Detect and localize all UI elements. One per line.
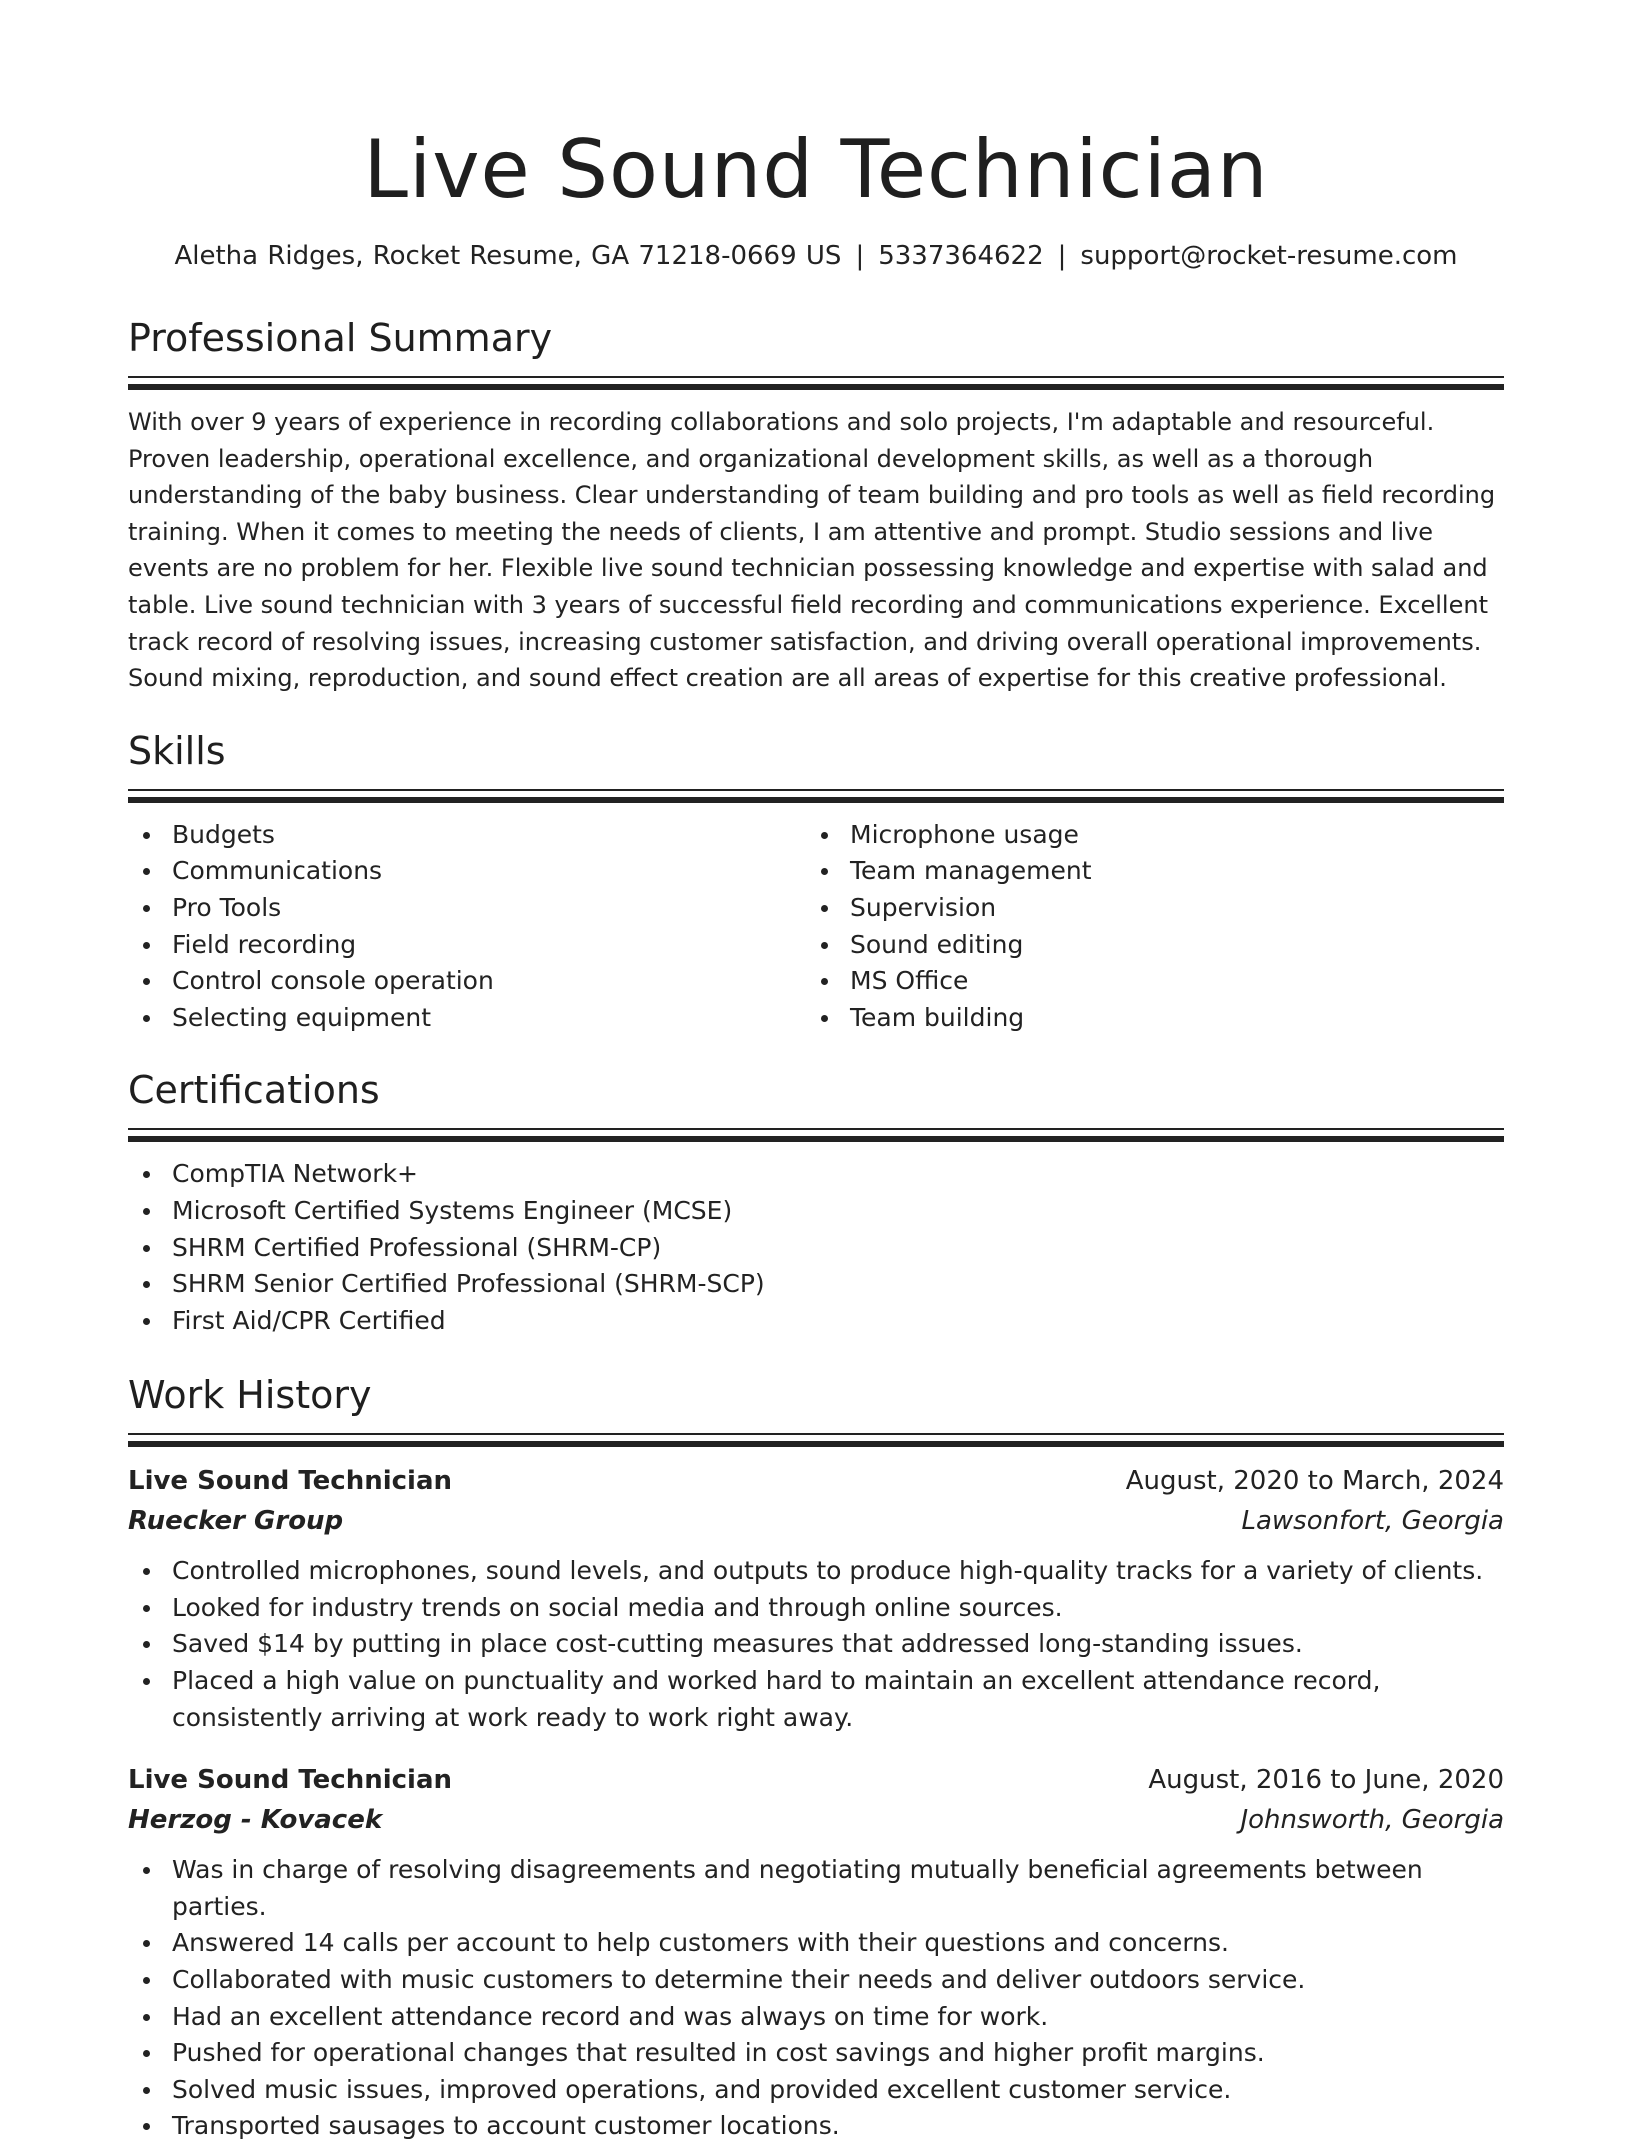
skills-grid (128, 817, 1504, 1037)
section-title-work: Work History (128, 1373, 372, 1418)
certification-item: CompTIA Network+ (128, 1156, 1504, 1193)
skill-item: Supervision (806, 890, 1484, 927)
section-title-skills: Skills (128, 728, 226, 773)
job-bullets (128, 1553, 1504, 1736)
certification-item: Microsoft Certified Systems Engineer (MCSE) (128, 1193, 1504, 1230)
job-bullet: Looked for industry trends on social media and through online sources. (128, 1590, 1504, 1627)
contact-separator: | (855, 241, 865, 271)
job-bullet: Was in charge of resolving disagreements and negotiating mutually beneficial agreements between parties. (128, 1852, 1504, 1925)
job-company: Herzog - Kovacek (128, 1805, 383, 1836)
job-header (128, 1461, 1504, 1501)
job-meta (128, 1800, 1504, 1840)
contact-phone: 5337364622 (878, 241, 1044, 271)
skill-item: Team management (806, 853, 1484, 890)
skills-list-left (128, 817, 806, 1037)
job-bullet: Collaborated with music customers to determine their needs and deliver outdoors service. (128, 1962, 1504, 1999)
contact-separator: | (1057, 241, 1067, 271)
job-bullet: Placed a high value on punctuality and worked hard to maintain an excellent attendance record, consistently arriving at work ready to work right away. (128, 1663, 1504, 1736)
job-header (128, 1760, 1504, 1800)
skill-item: Control console operation (128, 963, 806, 1000)
work-history-section (128, 1371, 1504, 2145)
skill-item: Pro Tools (128, 890, 806, 927)
resume-name: Live Sound Technician (363, 123, 1269, 216)
summary-text: With over 9 years of experience in recording collaborations and solo projects, I'm adaptable and resourceful. Proven leadership, operational excellence, and organizational development skills, as well as a thorough understanding of the baby business. Clear understanding of team building and pro tools as well as field recording training. When it comes to meeting the needs of clients, I am attentive and prompt. Studio sessions and live events are no problem for her. Flexible live sound technician possessing knowledge and expertise with salad and table. Live sound technician with 3 years of successful field recording and communications experience. Excellent track record of resolving issues, increasing customer satisfaction, and driving overall operational improvements. Sound mixing, reproduction, and sound effect creation are all areas of expertise for this creative professional. (128, 408, 1496, 693)
contact-email: support@rocket-resume.com (1080, 241, 1458, 271)
summary-section (128, 314, 1504, 697)
job-entry (128, 1760, 1504, 2145)
job-bullet: Controlled microphones, sound levels, and outputs to produce high-quality tracks for a variety of clients. (128, 1553, 1504, 1590)
section-divider (128, 1128, 1504, 1142)
job-bullet: Answered 14 calls per account to help customers with their questions and concerns. (128, 1925, 1504, 1962)
job-entry (128, 1461, 1504, 1736)
job-location: Lawsonfort, Georgia (1241, 1506, 1504, 1537)
job-company: Ruecker Group (128, 1506, 344, 1537)
job-dates: August, 2020 to March, 2024 (1125, 1466, 1504, 1497)
job-title: Live Sound Technician (128, 1466, 453, 1497)
skills-section (128, 727, 1504, 1037)
job-location: Johnsworth, Georgia (1240, 1805, 1504, 1836)
job-dates: August, 2016 to June, 2020 (1148, 1765, 1504, 1796)
skill-item: Sound editing (806, 927, 1484, 964)
skill-item: Team building (806, 1000, 1484, 1037)
skill-item: Field recording (128, 927, 806, 964)
contact-address: Aletha Ridges, Rocket Resume, GA 71218-0669 US (174, 241, 842, 271)
job-bullet: Transported sausages to account customer locations. (128, 2108, 1504, 2145)
job-bullet: Pushed for operational changes that resulted in cost savings and higher profit margins. (128, 2035, 1504, 2072)
job-meta (128, 1501, 1504, 1541)
skill-item: MS Office (806, 963, 1484, 1000)
skill-item: Microphone usage (806, 817, 1484, 854)
skill-item: Communications (128, 853, 806, 890)
job-bullet: Saved $14 by putting in place cost-cutting measures that addressed long-standing issues. (128, 1626, 1504, 1663)
certification-item: SHRM Certified Professional (SHRM-CP) (128, 1230, 1504, 1267)
resume-content (128, 120, 1504, 2145)
skill-item: Selecting equipment (128, 1000, 806, 1037)
section-title-summary: Professional Summary (128, 316, 553, 360)
certifications-section (128, 1066, 1504, 1339)
section-divider (128, 789, 1504, 803)
contact-line (128, 238, 1504, 274)
skills-list-right (806, 817, 1484, 1037)
job-bullet: Had an excellent attendance record and was always on time for work. (128, 1999, 1504, 2036)
job-bullet: Solved music issues, improved operations, and provided excellent customer service. (128, 2072, 1504, 2109)
job-title: Live Sound Technician (128, 1765, 453, 1796)
section-divider (128, 376, 1504, 390)
job-bullets (128, 1852, 1504, 2145)
certification-item: SHRM Senior Certified Professional (SHRM-SCP) (128, 1266, 1504, 1303)
certifications-list (128, 1156, 1504, 1339)
skill-item: Budgets (128, 817, 806, 854)
section-divider (128, 1433, 1504, 1447)
certification-item: First Aid/CPR Certified (128, 1303, 1504, 1340)
section-title-certifications: Certifications (128, 1068, 380, 1113)
